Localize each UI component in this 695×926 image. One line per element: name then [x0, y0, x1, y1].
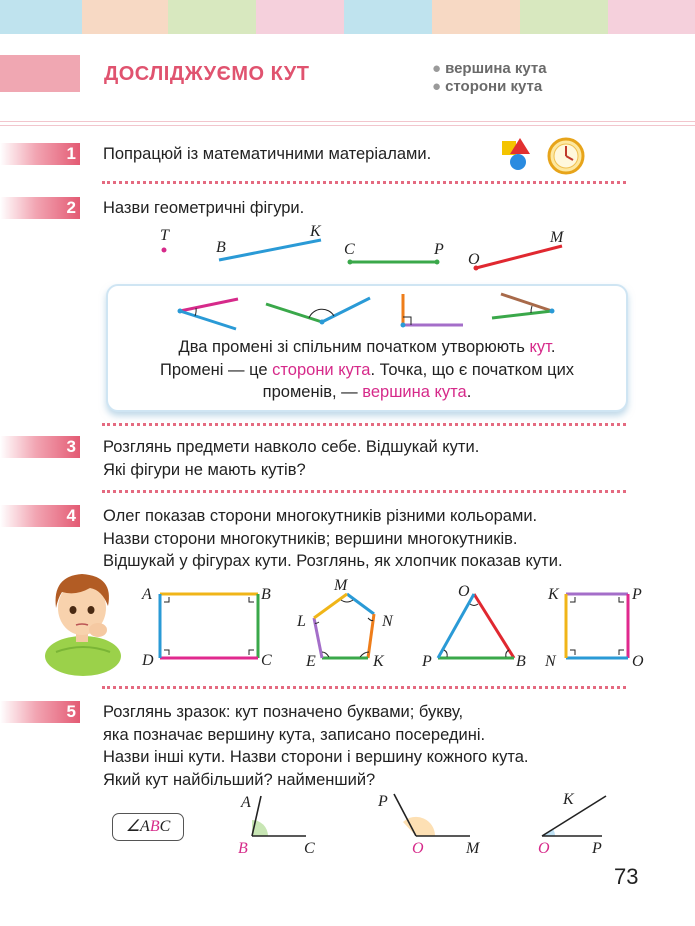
vertex-label: N — [545, 653, 556, 670]
angle-pom — [377, 793, 481, 857]
dotted-divider — [102, 181, 626, 184]
vertex-label: O — [458, 583, 470, 600]
task2-figures — [150, 222, 580, 274]
ray-label: O — [468, 251, 480, 268]
vertex-label: K — [563, 791, 574, 808]
triangle-opb — [421, 583, 526, 670]
task4-text: Олег показав сторони многокутників різними кольорами. Назви сторони многокутників; вершини многокутників. Відшукай у фігурах кути. Розглянь, як хлопчик показав кути. — [103, 507, 563, 570]
angle-example — [178, 299, 239, 329]
divider — [0, 121, 695, 122]
task-number: 3 — [0, 436, 80, 458]
segment-bk — [219, 240, 321, 260]
divider — [0, 125, 695, 126]
vertex-label: C — [261, 652, 272, 669]
segment-label: K — [310, 223, 321, 240]
bullet-icon: ● — [432, 78, 442, 95]
endpoint — [348, 260, 353, 265]
vertex-label: D — [142, 652, 154, 669]
stripe — [0, 0, 82, 34]
vertex-label: O — [632, 653, 644, 670]
task1-text: Попрацюй із математичними матеріалами. — [103, 145, 432, 163]
definition-line: Два промені зі спільним початком утворюють кут. — [178, 338, 556, 356]
vertex-label: B — [516, 653, 526, 670]
task-number: 5 — [0, 701, 80, 723]
segment-label: P — [434, 241, 444, 258]
vertex-label: N — [382, 613, 393, 630]
angle-kop — [538, 791, 606, 857]
vertex-label: K — [548, 586, 559, 603]
vertex-label: P — [378, 793, 388, 810]
stripe — [608, 0, 695, 34]
vertex-label: L — [297, 613, 306, 630]
task-number: 1 — [0, 143, 80, 165]
boy-illustration — [38, 568, 130, 670]
angle-examples — [108, 286, 626, 336]
vertex-label: M — [334, 577, 348, 594]
definition-line: Промені — це сторони кута. Точка, що є початком цих — [159, 360, 575, 379]
definition-text — [108, 336, 626, 404]
square-kpon — [544, 586, 644, 670]
math-materials-icon — [498, 136, 590, 176]
stripe — [344, 0, 432, 34]
vertex-label: B — [261, 586, 271, 603]
task2-text: Назви геометричні фігури. — [103, 199, 305, 217]
vertex-label: A — [142, 586, 152, 603]
task-number: 2 — [0, 197, 80, 219]
angle-example — [492, 294, 555, 318]
sample-angle-notation: ∠ABC — [112, 813, 184, 841]
vertex-label: P — [592, 840, 602, 857]
vertex-label: E — [306, 653, 316, 670]
task-number: 4 — [0, 505, 80, 527]
vertex-label: P — [422, 653, 432, 670]
point-t — [162, 248, 167, 253]
rectangle-abcd — [141, 586, 272, 669]
ray-label: M — [550, 229, 564, 246]
endpoint — [435, 260, 440, 265]
bullet-icon: ● — [432, 60, 442, 77]
page-number: 73 — [614, 864, 639, 889]
dotted-divider — [102, 686, 626, 689]
task5-angles — [230, 790, 620, 860]
keyword-vertex: ● вершина кута — [432, 60, 547, 77]
pentagon-mnkel — [296, 577, 394, 670]
definition-box — [106, 284, 628, 412]
vertex-label: P — [632, 586, 642, 603]
stripe — [432, 0, 520, 34]
task5-text: Розглянь зразок: кут позначено буквами; букву, яка позначає вершину кута, записано посередині. Назви інші кути. Назви сторони і вершину кожного кута. Який кут найбільший? найменший? — [103, 703, 529, 789]
segment-label: C — [344, 241, 355, 258]
vertex-label: O — [412, 840, 424, 857]
point-label: T — [160, 227, 169, 244]
task4-shapes — [138, 577, 658, 680]
stripe — [520, 0, 608, 34]
keyword-sides: ● сторони кута — [432, 78, 543, 95]
angle-example — [266, 298, 370, 325]
task3-text: Розглянь предмети навколо себе. Відшукай кути. Які фігури не мають кутів? — [103, 438, 480, 479]
stripe — [168, 0, 256, 34]
page-title: ДОСЛІДЖУЄМО КУТ — [104, 63, 310, 85]
segment-label: B — [216, 239, 226, 256]
stripe — [256, 0, 344, 34]
dotted-divider — [102, 423, 626, 426]
vertex-label: B — [238, 840, 248, 857]
vertex-label: A — [241, 794, 251, 811]
ray-om — [476, 246, 562, 268]
dotted-divider — [102, 490, 626, 493]
vertex-label: K — [373, 653, 384, 670]
vertex-label: M — [466, 840, 480, 857]
vertex-label: O — [538, 840, 550, 857]
angle-example — [401, 294, 464, 328]
header-band — [0, 55, 80, 92]
vertex-label: C — [304, 840, 315, 857]
angle-abc — [238, 794, 315, 857]
stripe — [82, 0, 168, 34]
definition-line: променів, — вершина кута. — [262, 383, 472, 401]
